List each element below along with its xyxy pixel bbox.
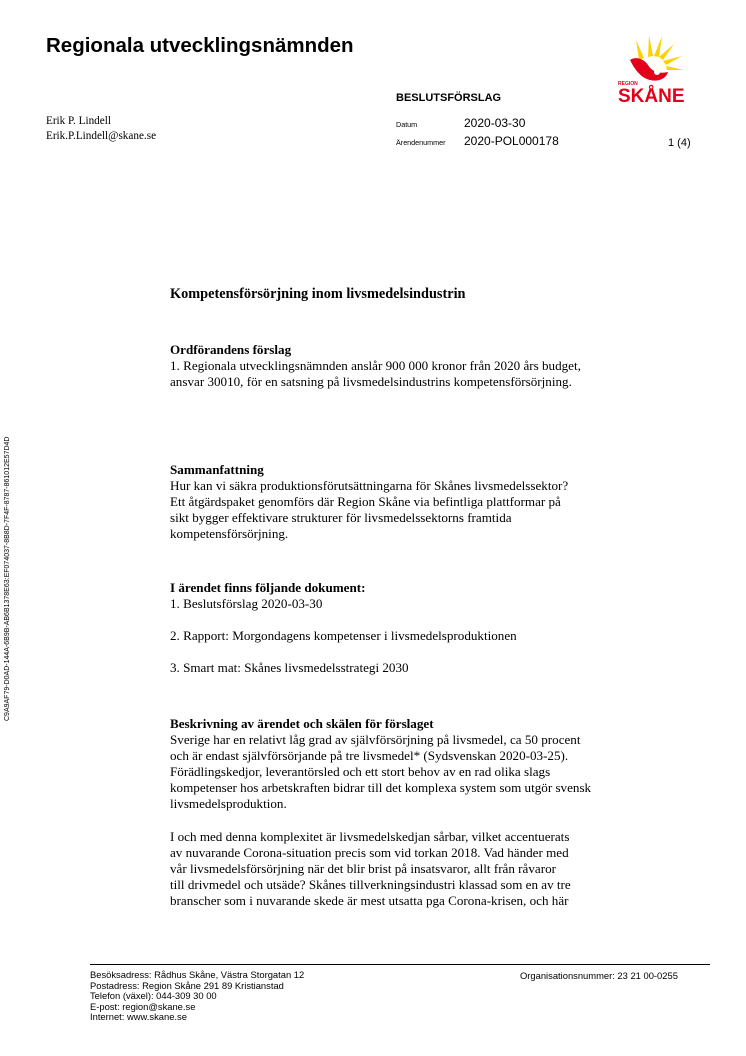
document-id-code: C9A9AF79-D0AD-144A-6B9B-AB6B1378E63:EF074037-8B8D-7F4F-8787-861012E57D4D xyxy=(4,436,11,721)
case-number-label: Ärendenummer xyxy=(396,138,446,147)
text-line: Sverige har en relativt låg grad av självförsörjning på livsmedel, ca 50 procent xyxy=(170,732,581,748)
region-skane-logo xyxy=(616,32,696,104)
author-name: Erik P. Lindell xyxy=(46,115,111,127)
footer-divider xyxy=(90,964,710,965)
text-line: vår livsmedelsförsörjning när det blir brist på insatsvaror, allt från råvaror xyxy=(170,860,556,876)
footer-contact xyxy=(90,970,304,1023)
document-list-item: 2. Rapport: Morgondagens kompetenser i livsmedelsproduktionen xyxy=(170,628,517,644)
organization-name: Regionala utvecklingsnämnden xyxy=(46,34,354,57)
footer-visit-address: Besöksadress: Rådhus Skåne, Västra Storgatan 12 xyxy=(90,969,305,980)
document-list-item: 1. Beslutsförslag 2020-03-30 xyxy=(170,596,323,612)
text-line: Hur kan vi säkra produktionsförutsättningarna för Skånes livsmedelssektor? xyxy=(170,478,569,494)
document-list-item: 3. Smart mat: Skånes livsmedelsstrategi 2030 xyxy=(170,660,409,676)
document-title: Kompetensförsörjning inom livsmedelsindustrin xyxy=(170,286,466,302)
footer-org-number: Organisationsnummer: 23 21 00-0255 xyxy=(520,970,678,981)
description-heading: Beskrivning av ärendet och skälen för förslaget xyxy=(170,716,434,731)
documents-heading: I ärendet finns följande dokument: xyxy=(170,580,366,595)
text-line: Ett åtgärdspaket genomförs där Region Skåne via befintliga plattformar på xyxy=(170,494,561,510)
footer-website: Internet: www.skane.se xyxy=(90,1011,187,1023)
text-line: och är endast självförsörjande på tre livsmedel* (Sydsvenskan 2020-03-25). xyxy=(170,748,569,764)
text-line: ansvar 30010, för en satsning på livsmedelsindustrins kompetensförsörjning. xyxy=(170,374,572,390)
griffin-icon xyxy=(630,35,684,81)
date-label: Datum xyxy=(396,120,418,129)
date-value: 2020-03-30 xyxy=(464,116,526,130)
summary-heading: Sammanfattning xyxy=(170,462,264,477)
document-meta xyxy=(396,115,559,151)
text-line: av nuvarande Corona-situation precis som vid torkan 2018. Vad händer med xyxy=(170,844,569,860)
author-block xyxy=(46,114,156,144)
section-proposal xyxy=(170,342,670,390)
text-line: I och med denna komplexitet är livsmedelskedjan sårbar, vilket accentuerats xyxy=(170,828,570,844)
section-summary xyxy=(170,462,670,542)
text-line: Förädlingskedjor, leverantörsled och ett stort behov av en rad olika slags xyxy=(170,764,551,780)
page-number: 1 (4) xyxy=(668,137,691,149)
document-type: BESLUTSFÖRSLAG xyxy=(396,92,502,104)
text-line: livsmedelsproduktion. xyxy=(170,796,287,812)
case-number-value: 2020-POL000178 xyxy=(464,134,559,148)
section-documents xyxy=(170,580,670,676)
text-line: branscher som i nuvarande skede är mest utsatta pga Corona-krisen, och här xyxy=(170,892,569,908)
text-line: sikt bygger effektivare strukturer för livsmedelssektorns framtida xyxy=(170,510,512,526)
proposal-heading: Ordförandens förslag xyxy=(170,342,292,357)
author-email: Erik.P.Lindell@skane.se xyxy=(46,130,157,142)
svg-text:SKÅNE: SKÅNE xyxy=(618,86,685,104)
text-line: kompetensförsörjning. xyxy=(170,526,289,542)
svg-text:REGION: REGION xyxy=(618,81,638,87)
footer-email: E-post: region@skane.se xyxy=(90,1000,196,1012)
text-line: till drivmedel och utsäde? Skånes tillverkningsindustri klassad som en av tre xyxy=(170,876,571,892)
text-line: 1. Regionala utvecklingsnämnden anslår 900 000 kronor från 2020 års budget, xyxy=(170,358,581,374)
section-description xyxy=(170,716,670,909)
footer-phone: Telefon (växel): 044-309 30 00 xyxy=(90,990,217,1002)
footer-postal-address: Postadress: Region Skåne 291 89 Kristianstad xyxy=(90,979,284,991)
text-line: kompetenser hos arbetskraften bidrar till det komplexa system som utgör svensk xyxy=(170,780,592,796)
